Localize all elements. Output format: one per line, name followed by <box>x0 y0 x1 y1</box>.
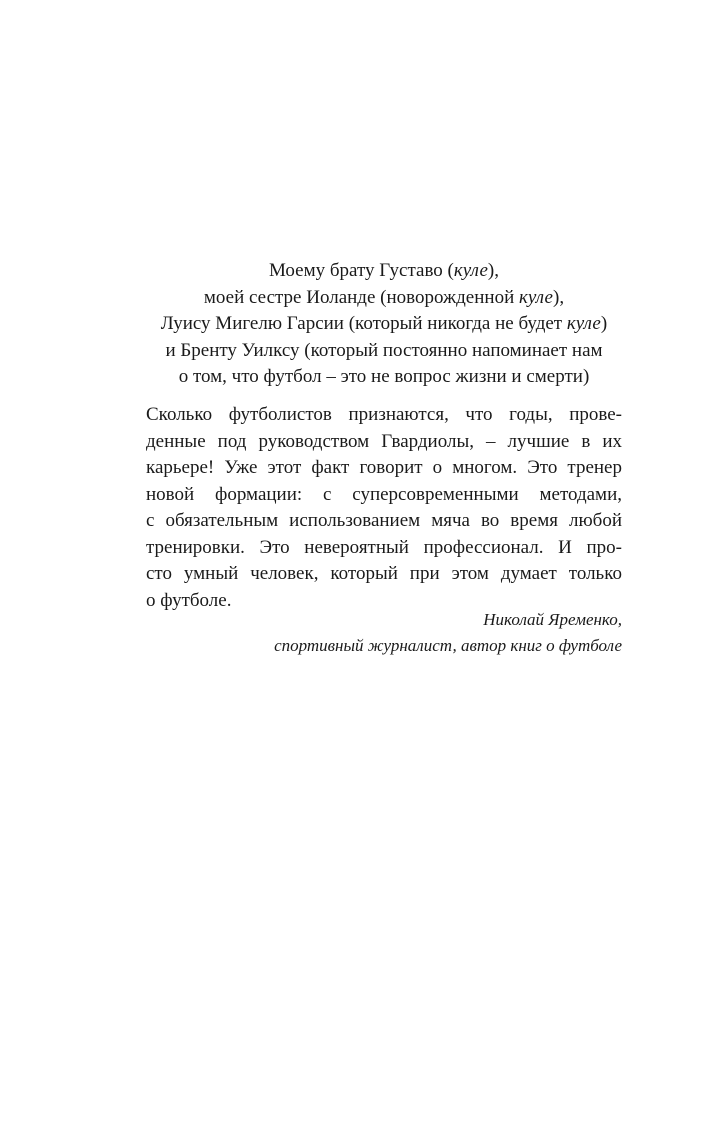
blurb-line: тренировки. Это невероятный профессионал. И про- <box>146 536 622 558</box>
blurb-line: с обязательным использованием мяча во время любой <box>146 510 622 531</box>
blurb-line: денные под руководством Гвардиолы, – лучшие в их <box>146 430 622 452</box>
signature <box>146 607 622 659</box>
dedication <box>146 258 622 391</box>
dedication-line: и Бренту Уилксу (который постоянно напоминает нам <box>165 339 603 361</box>
dedication-line: Моему брату Густаво (куле), <box>269 260 499 281</box>
dedication-line: о том, что футбол – это не вопрос жизни и смерти) <box>178 366 590 387</box>
dedication-line: Луису Мигелю Гарсии (который никогда не будет куле) <box>160 313 608 334</box>
blurb-line: сто умный человек, который при этом думает только <box>146 563 622 584</box>
blurb-paragraph <box>146 402 622 614</box>
dedication-line: моей сестре Иоланде (новорожденной куле), <box>203 286 565 308</box>
blurb-line: Сколько футболистов признаются, что годы, прове- <box>146 404 622 425</box>
blurb-line: карьере! Уже этот факт говорит о многом. Это тренер <box>146 457 622 478</box>
blurb-line: о футболе. <box>146 589 232 611</box>
blurb-line: новой формации: с суперсовременными методами, <box>146 483 622 505</box>
signature-role: спортивный журналист, автор книг о футболе <box>274 636 622 655</box>
signature-name: Николай Яременко, <box>483 610 622 629</box>
